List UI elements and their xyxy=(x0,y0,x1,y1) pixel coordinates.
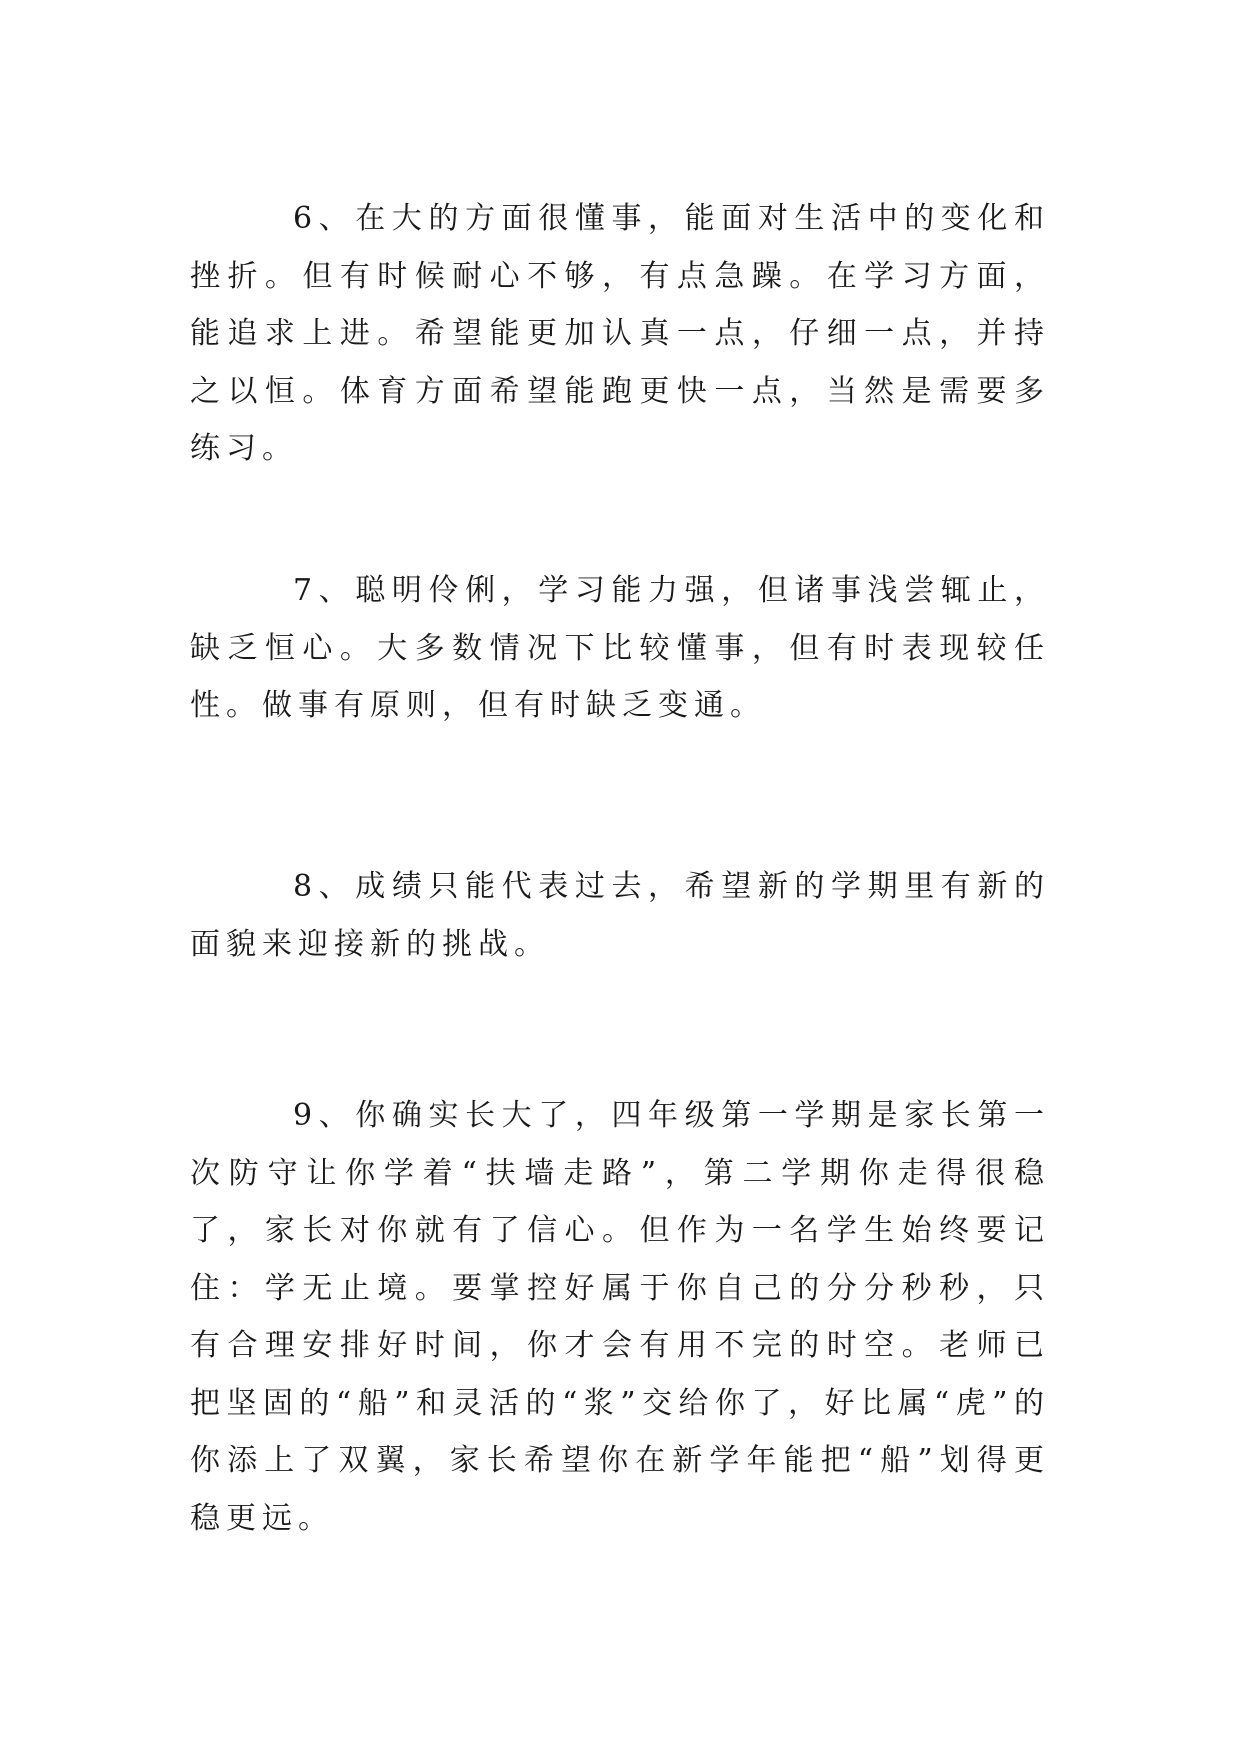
paragraph-6: 6、在大的方面很懂事，能面对生活中的变化和挫折。但有时候耐心不够，有点急躁。在学习方面，能追求上进。希望能更加认真一点，仔细一点，并持之以恒。体育方面希望能跑更快一点，当然是需要多练习。 xyxy=(190,201,1050,466)
paragraph-9: 9、你确实长大了，四年级第一学期是家长第一次防守让你学着“扶墙走路”，第二学期你走得很稳了，家长对你就有了信心。但作为一名学生始终要记住：学无止境。要掌控好属于你自己的分分秒秒，只有合理安排好时间，你才会有用不完的时空。老师已把坚固的“船”和灵活的“浆”交给你了，好比属“虎”的你添上了双翼，家长希望你在新学年能把“船”划得更稳更远。 xyxy=(190,1098,1050,1536)
paragraph-8: 8、成绩只能代表过去，希望新的学期里有新的面貌来迎接新的挑战。 xyxy=(190,869,1050,962)
paragraph-7: 7、聪明伶俐，学习能力强，但诸事浅尝辄止，缺乏恒心。大多数情况下比较懂事，但有时表现较任性。做事有原则，但有时缺乏变通。 xyxy=(190,573,1050,723)
